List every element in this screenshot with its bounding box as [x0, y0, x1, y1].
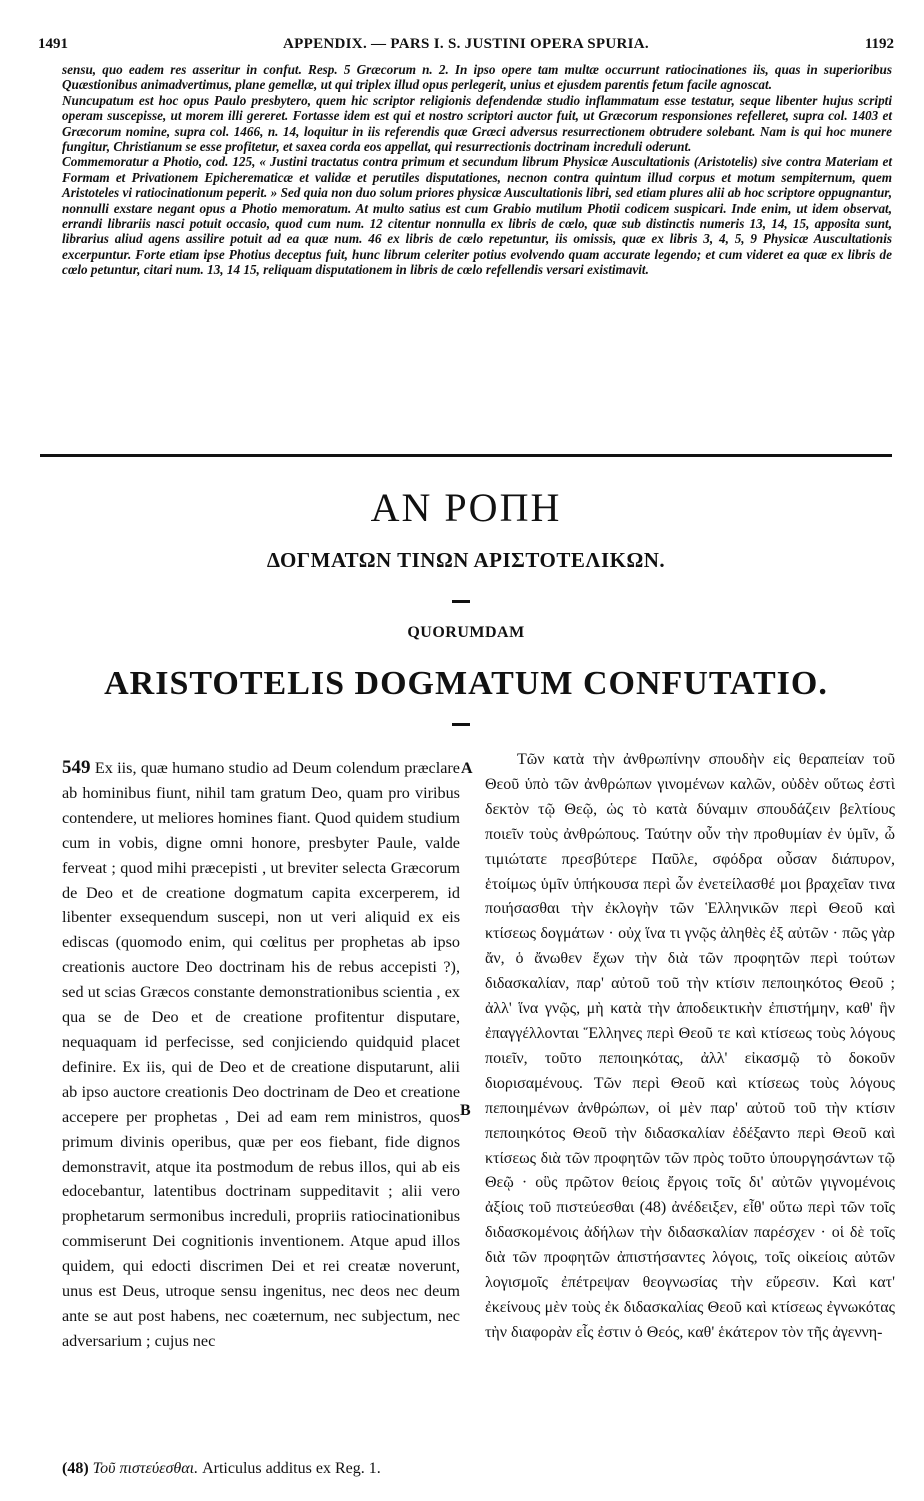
page-number-right: 1192 — [864, 36, 894, 52]
running-header — [38, 34, 894, 56]
preface-text — [62, 62, 892, 278]
latin-column — [62, 756, 460, 1354]
title-dash — [452, 600, 470, 603]
margin-marker-a: A — [461, 760, 473, 777]
latin-title: ARISTOTELIS DOGMATUM CONFUTATIO. — [104, 665, 828, 702]
footnote-text: Articulus additus ex Reg. 1. — [202, 1460, 381, 1477]
latin-pretitle: QUORUMDAM — [407, 624, 525, 641]
footnote-number: (48) — [62, 1460, 89, 1477]
page-number-left: 1491 — [38, 36, 68, 52]
footnote — [62, 1460, 892, 1478]
greek-title: ΑΝ ΡΟΠΗ — [370, 485, 562, 530]
footnote-greek: Τοῦ πιστεύεσθαι. — [92, 1460, 199, 1477]
title-dash — [452, 723, 470, 726]
preface-paragraph: Nuncupatum est hoc opus Paulo presbytero, quem hic scriptor religionis defendendæ studio inflammatum esse testatur, seque libenter hujus scripti operam suscepisse, ut morem illi gereret. Fortasse idem est qui et nostro scriptori auctor fuit, ut Græcorum responsiones refelleret, supra col. 1403 et Græcorum nomine, supra col. 1466, n. 14, loquitur in iis referendis quæ Græci adversus resurrectionem obtrudere solebant. Nam is qui hoc munere fungitur, Christianum se esse profitetur, et saxea corda eos appellat, qui resurrectionis doctrinam increduli oderunt. — [62, 92, 892, 155]
preface-paragraph: Commemoratur a Photio, cod. 125, « Justini tractatus contra primum et secundum librum Physicæ Auscultationis (Aristotelis) sive contra Materiam et Formam et Privationem Epicherematicæ et validæ et perutiles disputationes, necnon contra quintum illud corpus et motum sempiternum, quem Aristoteles vi ratiocinationum peperit. » Sed quia non duo solum priores physicæ Auscultationis libri, sed etiam plures alii ab hoc scriptore oppugnantur, nonnulli exstare negant opus a Photio memoratum. At multo satius est cum Grabio mutilum Photii codicem suspicari. Inde enim, ut idem observat, errandi librariis nasci potuit occasio, quod cum num. 12 citentur nonnulla ex libris de cœlo, quæ sub distinctis numeris 13, 14, 15, apposita sunt, librarius aliud agens assilire potuit ad ea quæ num. 46 ex libris de cœlo repetuntur, iis omissis, quæ ex libris 3, 4, 5, 9 Physicæ Auscultationis excerpuntur. Forte etiam ipse Photius deceptus fuit, hunc librum celeriter potius evolvendo quam accurate legendo; et cum videret ea quæ ex libris de cœlo petuntur, citari num. 13, 14 15, reliquam disputationem in libris de cœlo refellendis versari existimavit. — [62, 154, 892, 278]
greek-text: Τῶν κατὰ τὴν ἀνθρωπίνην σπουδὴν εἰς θεραπείαν τοῦ Θεοῦ ὑπὸ τῶν ἀνθρώπων γινομένων καλῶν, οὐδὲν οὕτως ἐστὶ δεκτὸν τῷ Θεῷ, ὡς τὸ κατὰ δύναμιν σπουδάζειν βελτίους ποιεῖν τοὺς ἀνθρώπους. Ταύτην οὖν τὴν προθυμίαν ἐν ὑμῖν, ὦ τιμιώτατε πρεσβύτερε Παῦλε, σφόδρα οὖσαν διάπυρον, ἑτοίμως ὑμῖν ὑπήκουσα περὶ ὧν ἐνετείλασθέ μοι βραχεῖαν τινα ποιήσασθαι τὴν ἐκλογὴν τῶν Ἑλληνικῶν περὶ Θεοῦ καὶ κτίσεως δογμάτων · οὐχ ἵνα τι γνῷς ἀληθὲς ἐξ αὐτῶν · πῶς γὰρ ἄν, ὁ ἄνωθεν ἔχων τὴν διὰ τῶν προφητῶν περὶ τούτων διδασκαλίαν, παρ' αὐτοῦ τοῦ τὴν κτίσιν πεποιηκότος Θεοῦ ; ἀλλ' ἵνα γνῷς, μὴ κατὰ τὴν ἀποδεικτικὴν ἐπιστήμην, καθ' ἣν ἐπαγγέλλονται Ἕλληνες περὶ Θεοῦ τε καὶ κτίσεως τοὺς λόγους ποιεῖν, τοῦτο πεποιηκότας, ἀλλ' εἰκασμῷ τὸ δοκοῦν διορισαμένους. Τῶν περὶ Θεοῦ καὶ κτίσεως τοὺς λόγους πεποιημένων ἀνθρώπων, οἱ μὲν παρ' αὐτοῦ τοῦ τὴν κτίσιν πεποιηκότος Θεοῦ τὴν διδασκαλίαν ἐδέξαντο περὶ Θεοῦ καὶ κτίσεως διὰ τῶν προφητῶν τῶν πρὸς τοῦτο ὑπουργησάντων τῷ Θεῷ · οὓς πρῶτον θείοις ἔργοις τοῖς δι' αὐτῶν γιγνομένοις ἀξίοις τοῦ πιστεύεσθαι (48) ἀνέδειξεν, εἶθ' οὕτω περὶ τῶν τοῖς διδασκομένοις ἀδήλων τὴν διδασκαλίαν παρέσχεν · οἱ δὲ τοῖς διὰ τῶν προφητῶν ἀπιστήσαντες λόγοις, τοῖς οἰκείοις αὐτῶν λογισμοῖς ἐπέτρεψαν θεογνωσίας τὴν εὕρεσιν. Καὶ κατ' ἐκείνους μὲν τοὺς ἐκ διδασκαλίας Θεοῦ καὶ κτίσεως ἐγνωκότας τὴν διαφορὰν εἷς ἐστιν ὁ Θεός, καθ' ἑκάτερον τὸν τῆς ἀγεννη- — [485, 751, 895, 1341]
section-divider — [40, 454, 892, 457]
preface-paragraph: sensu, quo eadem res asseritur in confut. Resp. 5 Græcorum n. 2. In ipso opere tam multæ occurrunt ratiocinationes iis, quas in superioribus Quæstionibus animadvertimus, plane gemellæ, ut qui triplex illud opus perlegerit, unius et ejusdem parentis fetum facile agnoscat. — [62, 62, 892, 93]
greek-column — [485, 748, 895, 1346]
greek-subtitle: ΔΟΓΜΑΤΩΝ ΤΙΝΩΝ ΑΡΙΣΤΟΤΕΛΙΚΩΝ. — [266, 548, 666, 572]
running-title: APPENDIX. — PARS I. S. JUSTINI OPERA SPURIA. — [283, 36, 649, 52]
latin-text: Ex iis, quæ humano studio ad Deum colendum præclare ab hominibus fiunt, nihil tam gratum Deo, quam pro viribus contendere, ut meliores homines fiant. Quod quidem studium cum in vobis, digne omni honore, presbyter Paule, valde ferveat ; quod mihi præcepisti , ut breviter selecta Græcorum de Deo et de creatione dogmatum capita excerperem, id libenter exsequendum suscepi, non ut veri aliquid ex eis ediscas (quomodo enim, qui cœlitus per prophetas ab ipso creationis auctore Deo doctrinam his de rebus accepisti ?), sed ut scias Græcos constante demonstrationibus scientia , ex qua se de Deo et de creatione profitentur disputare, nequaquam id perfecisse, sed conjiciendo quidquid placet definire. Ex iis, qui de Deo et de creatione disputarunt, alii ab ipso auctore creationis Deo doctrinam de Deo et creatione accepere per prophetas , Dei ad eam rem ministros, quos primum divinis operibus, quæ per eos fiebant, fide dignos demonstravit, atque ita postmodum de rebus illos, qui ab eis edocebantur, latentibus doctrinam suppeditavit ; alii vero prophetarum sermonibus increduli, propriis ratiocinationibus commiserunt Dei cognitionis inventionem. Atque apud illos quidem, qui edocti discrimen Dei et rei creatæ noverunt, unus est Deus, utroque sensu ingenitus, nec deos nec deum ante se aut post habens, nec coæternum, nec subjectum, nec adversarium ; cujus nec — [62, 759, 460, 1350]
margin-marker-b: B — [460, 1102, 471, 1119]
column-number: 549 — [62, 757, 91, 778]
